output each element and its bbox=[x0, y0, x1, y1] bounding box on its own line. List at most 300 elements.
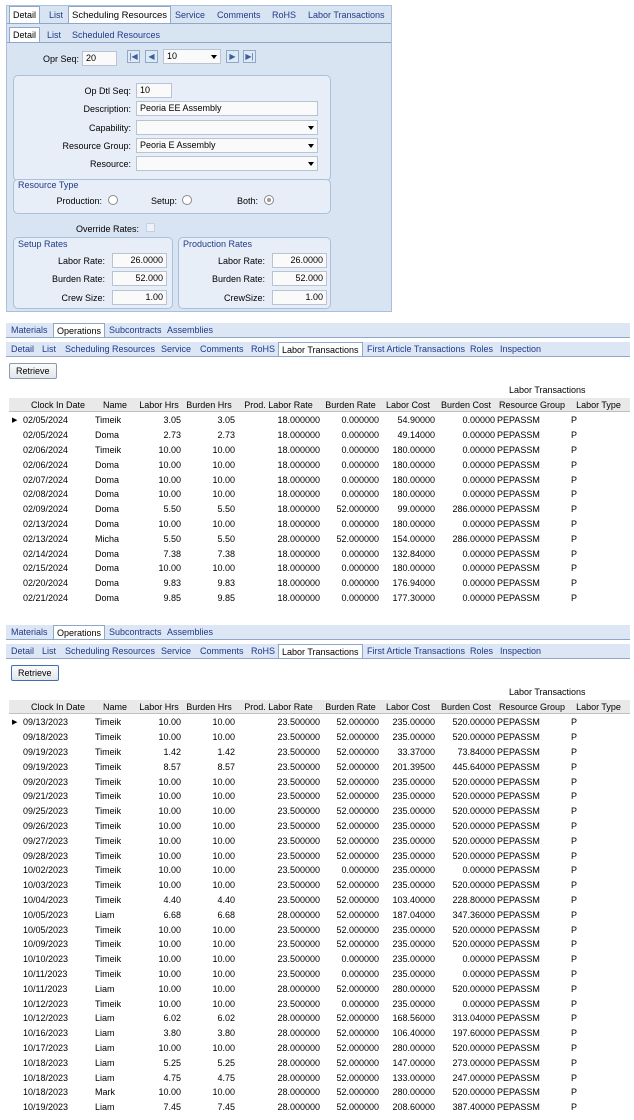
cell-resource-group: PEPASSM bbox=[497, 430, 540, 441]
cell-labor-cost: 54.90000 bbox=[397, 415, 435, 426]
cell-burden-rate: 52.000000 bbox=[336, 894, 379, 905]
table-row[interactable] bbox=[9, 531, 630, 546]
cell-labor-hrs: 10.00 bbox=[158, 732, 181, 743]
table-row[interactable] bbox=[9, 472, 630, 487]
cell-burden-hrs: 10.00 bbox=[212, 732, 235, 743]
column-header-burden-rate[interactable]: Burden Rate bbox=[325, 702, 376, 712]
table-row[interactable] bbox=[9, 774, 630, 789]
record-selector-dropdown[interactable]: 10 bbox=[163, 49, 221, 64]
cell-labor-type: P bbox=[571, 968, 578, 979]
cell-burden-hrs: 10.00 bbox=[212, 998, 235, 1009]
cell-burden-hrs: 10.00 bbox=[212, 983, 235, 994]
cell-burden-rate: 52.000000 bbox=[336, 791, 379, 802]
cell-labor-type: P bbox=[571, 1013, 578, 1024]
cell-name: Liam bbox=[95, 1042, 115, 1053]
cell-labor-type: P bbox=[571, 459, 578, 470]
resource-group-label: Resource Group: bbox=[62, 141, 131, 151]
cell-burden-hrs: 10.00 bbox=[212, 563, 235, 574]
cell-resource-group: PEPASSM bbox=[497, 592, 540, 603]
opr-seq-label: Opr Seq: bbox=[42, 54, 79, 64]
subtab-detail[interactable]: Detail bbox=[9, 27, 40, 42]
cell-labor-cost: 33.37000 bbox=[397, 746, 435, 757]
tab-detail[interactable]: Detail bbox=[11, 344, 35, 354]
table-row[interactable] bbox=[9, 428, 630, 443]
cell-labor-type: P bbox=[571, 880, 578, 891]
opr-seq-input[interactable]: 20 bbox=[82, 51, 117, 66]
cell-labor-type: P bbox=[571, 746, 578, 757]
cell-burden-cost: 313.04000 bbox=[452, 1013, 495, 1024]
cell-clock-in-date: 02/20/2024 bbox=[23, 578, 69, 589]
cell-prod-labor-rate: 23.500000 bbox=[277, 865, 320, 876]
setup-labor-rate-label: Labor Rate: bbox=[57, 256, 105, 266]
cell-burden-cost: 0.00000 bbox=[462, 548, 495, 559]
table-row[interactable] bbox=[9, 789, 630, 804]
cell-labor-cost: 133.00000 bbox=[392, 1072, 435, 1083]
table-row[interactable] bbox=[9, 730, 630, 745]
cell-prod-labor-rate: 23.500000 bbox=[277, 998, 320, 1009]
cell-name: Doma bbox=[95, 518, 120, 529]
resource-type-title: Resource Type bbox=[18, 180, 79, 190]
cell-name: Timeik bbox=[95, 894, 122, 905]
cell-clock-in-date: 10/11/2023 bbox=[23, 983, 68, 994]
table-row[interactable] bbox=[9, 1026, 630, 1041]
next-record-button[interactable]: ▶ bbox=[226, 50, 239, 63]
cell-burden-cost: 520.00000 bbox=[452, 835, 495, 846]
tab-assemblies[interactable]: Assemblies bbox=[167, 627, 214, 637]
table-row[interactable] bbox=[9, 1055, 630, 1070]
retrieve-button[interactable]: Retrieve bbox=[9, 363, 57, 379]
setup-labor-rate-input[interactable]: 26.0000 bbox=[112, 253, 167, 268]
cell-name: Timeik bbox=[95, 746, 122, 757]
cell-name: Mark bbox=[95, 1087, 115, 1098]
tab-detail[interactable]: Detail bbox=[9, 6, 40, 23]
cell-burden-cost: 387.40000 bbox=[452, 1102, 495, 1113]
cell-labor-hrs: 9.85 bbox=[163, 592, 181, 603]
cell-clock-in-date: 10/04/2023 bbox=[23, 894, 69, 905]
cell-name: Timeik bbox=[95, 865, 122, 876]
cell-labor-type: P bbox=[571, 865, 578, 876]
cell-clock-in-date: 10/05/2023 bbox=[23, 909, 69, 920]
cell-labor-cost: 235.00000 bbox=[392, 880, 435, 891]
table-row[interactable] bbox=[9, 502, 630, 517]
cell-prod-labor-rate: 28.000000 bbox=[277, 1057, 320, 1068]
table-row[interactable] bbox=[9, 833, 630, 848]
table-row[interactable] bbox=[9, 893, 630, 908]
cell-burden-cost: 520.00000 bbox=[452, 776, 495, 787]
tab-list[interactable]: List bbox=[42, 344, 57, 354]
row-indicator-icon: ▶ bbox=[12, 719, 18, 727]
cell-clock-in-date: 10/05/2023 bbox=[23, 924, 69, 935]
tab-subcontracts[interactable]: Subcontracts bbox=[109, 627, 162, 637]
column-header-burden-hrs[interactable]: Burden Hrs bbox=[186, 702, 232, 712]
cell-labor-hrs: 10.00 bbox=[158, 924, 181, 935]
table-row[interactable] bbox=[9, 981, 630, 996]
cell-prod-labor-rate: 23.500000 bbox=[277, 820, 320, 831]
last-record-button[interactable]: ▶| bbox=[243, 50, 256, 63]
column-header-burden-hrs[interactable]: Burden Hrs bbox=[186, 400, 232, 410]
table-row[interactable] bbox=[9, 922, 630, 937]
cell-labor-hrs: 10.00 bbox=[158, 459, 181, 470]
cell-resource-group: PEPASSM bbox=[497, 1087, 540, 1098]
cell-labor-cost: 180.00000 bbox=[392, 474, 435, 485]
cell-name: Timeik bbox=[95, 968, 122, 979]
column-header-resource-group[interactable]: Resource Group bbox=[498, 702, 566, 712]
cell-prod-labor-rate: 28.000000 bbox=[277, 1013, 320, 1024]
cell-burden-rate: 0.000000 bbox=[341, 444, 379, 455]
tab-subcontracts[interactable]: Subcontracts bbox=[109, 325, 162, 335]
grid-caption: Labor Transactions bbox=[509, 385, 586, 395]
cell-labor-hrs: 5.50 bbox=[163, 504, 181, 515]
cell-burden-hrs: 5.25 bbox=[217, 1057, 235, 1068]
tab-scheduling-resources[interactable]: Scheduling Resources bbox=[68, 6, 171, 23]
cell-labor-cost: 147.00000 bbox=[392, 1057, 435, 1068]
subtab-list[interactable]: List bbox=[47, 29, 62, 40]
column-header-labor-type[interactable]: Labor Type bbox=[576, 400, 621, 410]
cell-resource-group: PEPASSM bbox=[497, 533, 540, 544]
table-row[interactable] bbox=[9, 937, 630, 952]
column-header-labor-type[interactable]: Labor Type bbox=[576, 702, 621, 712]
cell-clock-in-date: 10/17/2023 bbox=[23, 1042, 69, 1053]
cell-resource-group: PEPASSM bbox=[497, 1028, 540, 1039]
tab-labor-transactions[interactable]: Labor Transactions bbox=[278, 644, 363, 658]
cell-labor-type: P bbox=[571, 1057, 578, 1068]
tab-comments[interactable]: Comments bbox=[217, 9, 261, 20]
table-row[interactable] bbox=[9, 715, 630, 730]
cell-burden-cost: 520.00000 bbox=[452, 939, 495, 950]
tab-list[interactable]: List bbox=[42, 646, 57, 656]
cell-name: Doma bbox=[95, 459, 120, 470]
cell-burden-rate: 52.000000 bbox=[336, 1013, 379, 1024]
cell-burden-rate: 52.000000 bbox=[336, 761, 379, 772]
cell-name: Timeik bbox=[95, 924, 122, 935]
first-record-button[interactable]: |◀ bbox=[127, 50, 140, 63]
table-row[interactable] bbox=[9, 848, 630, 863]
cell-burden-cost: 0.00000 bbox=[462, 459, 495, 470]
setup-crew-size-input[interactable]: 1.00 bbox=[112, 290, 167, 305]
tab-roles[interactable]: Roles bbox=[470, 344, 494, 354]
cell-burden-hrs: 10.00 bbox=[212, 865, 235, 876]
cell-labor-type: P bbox=[571, 835, 578, 846]
column-header-prod-labor-rate[interactable]: Prod. Labor Rate bbox=[244, 702, 313, 712]
cell-prod-labor-rate: 23.500000 bbox=[277, 791, 320, 802]
resource-label: Resource: bbox=[89, 159, 131, 169]
cell-labor-hrs: 4.40 bbox=[163, 894, 181, 905]
table-row[interactable] bbox=[9, 1041, 630, 1056]
cell-clock-in-date: 02/14/2024 bbox=[23, 548, 69, 559]
cell-resource-group: PEPASSM bbox=[497, 563, 540, 574]
tab-comments[interactable]: Comments bbox=[200, 646, 244, 656]
column-header-labor-hrs[interactable]: Labor Hrs bbox=[139, 702, 179, 712]
cell-prod-labor-rate: 18.000000 bbox=[277, 504, 320, 515]
cell-labor-hrs: 10.00 bbox=[158, 835, 181, 846]
table-row[interactable] bbox=[9, 546, 630, 561]
cell-burden-cost: 520.00000 bbox=[452, 1087, 495, 1098]
cell-burden-hrs: 10.00 bbox=[212, 518, 235, 529]
cell-resource-group: PEPASSM bbox=[497, 444, 540, 455]
setup-burden-rate-input[interactable]: 52.000 bbox=[112, 271, 167, 286]
cell-labor-hrs: 10.00 bbox=[158, 489, 181, 500]
cell-burden-rate: 0.000000 bbox=[341, 489, 379, 500]
cell-labor-type: P bbox=[571, 1042, 578, 1053]
tab-assemblies[interactable]: Assemblies bbox=[167, 325, 214, 335]
cell-name: Liam bbox=[95, 1013, 115, 1024]
cell-clock-in-date: 10/19/2023 bbox=[23, 1102, 69, 1113]
table-row[interactable] bbox=[9, 1011, 630, 1026]
cell-resource-group: PEPASSM bbox=[497, 746, 540, 757]
cell-prod-labor-rate: 23.500000 bbox=[277, 968, 320, 979]
subtab-scheduled-resources[interactable]: Scheduled Resources bbox=[72, 29, 161, 40]
cell-name: Liam bbox=[95, 1072, 115, 1083]
cell-burden-cost: 445.64000 bbox=[452, 761, 495, 772]
prod-burden-rate-input[interactable]: 52.000 bbox=[272, 271, 327, 286]
resource-group-dropdown[interactable]: Peoria E Assembly bbox=[136, 138, 318, 153]
column-header-resource-group[interactable]: Resource Group bbox=[498, 400, 566, 410]
tab-first-article-transactions[interactable]: First Article Transactions bbox=[367, 344, 466, 354]
cell-resource-group: PEPASSM bbox=[497, 894, 540, 905]
capability-label: Capability: bbox=[88, 123, 131, 133]
cell-labor-hrs: 10.00 bbox=[158, 880, 181, 891]
cell-name: Timeik bbox=[95, 939, 122, 950]
column-header-name[interactable]: Name bbox=[102, 400, 127, 410]
cell-burden-rate: 52.000000 bbox=[336, 732, 379, 743]
cell-prod-labor-rate: 23.500000 bbox=[277, 717, 320, 728]
cell-resource-group: PEPASSM bbox=[497, 791, 540, 802]
cell-burden-hrs: 10.00 bbox=[212, 924, 235, 935]
cell-burden-hrs: 10.00 bbox=[212, 850, 235, 861]
cell-burden-rate: 52.000000 bbox=[336, 746, 379, 757]
capability-dropdown[interactable] bbox=[136, 120, 318, 135]
cell-clock-in-date: 09/25/2023 bbox=[23, 806, 69, 817]
table-row[interactable] bbox=[9, 591, 630, 606]
cell-name: Timeik bbox=[95, 415, 122, 426]
cell-labor-type: P bbox=[571, 761, 578, 772]
column-header-burden-cost[interactable]: Burden Cost bbox=[440, 702, 492, 712]
table-row[interactable] bbox=[9, 745, 630, 760]
cell-labor-cost: 280.00000 bbox=[392, 983, 435, 994]
cell-burden-rate: 0.000000 bbox=[341, 578, 379, 589]
override-rates-checkbox[interactable] bbox=[146, 223, 155, 232]
cell-burden-cost: 0.00000 bbox=[462, 865, 495, 876]
table-row[interactable] bbox=[9, 413, 630, 428]
cell-labor-cost: 180.00000 bbox=[392, 459, 435, 470]
column-header-clock-in-date[interactable]: Clock In Date bbox=[30, 702, 86, 712]
tab-roles[interactable]: Roles bbox=[470, 646, 494, 656]
cell-labor-hrs: 10.00 bbox=[158, 820, 181, 831]
tab-rohs[interactable]: RoHS bbox=[251, 646, 276, 656]
cell-labor-cost: 103.40000 bbox=[392, 894, 435, 905]
tab-scheduling-resources[interactable]: Scheduling Resources bbox=[65, 646, 156, 656]
tab-rohs[interactable]: RoHS bbox=[272, 9, 297, 20]
cell-burden-cost: 0.00000 bbox=[462, 444, 495, 455]
cell-labor-type: P bbox=[571, 850, 578, 861]
cell-burden-rate: 0.000000 bbox=[341, 563, 379, 574]
cell-prod-labor-rate: 18.000000 bbox=[277, 578, 320, 589]
tab-service[interactable]: Service bbox=[175, 9, 206, 20]
cell-labor-hrs: 10.00 bbox=[158, 563, 181, 574]
prod-labor-rate-label: Labor Rate: bbox=[217, 256, 265, 266]
table-row[interactable] bbox=[9, 1085, 630, 1100]
cell-clock-in-date: 10/10/2023 bbox=[23, 954, 69, 965]
cell-burden-hrs: 6.68 bbox=[217, 909, 235, 920]
cell-burden-rate: 0.000000 bbox=[341, 968, 379, 979]
cell-burden-cost: 520.00000 bbox=[452, 717, 495, 728]
table-row[interactable] bbox=[9, 1100, 630, 1115]
both-radio[interactable] bbox=[264, 195, 274, 205]
prev-record-button[interactable]: ◀ bbox=[145, 50, 158, 63]
resource-dropdown[interactable] bbox=[136, 156, 318, 171]
cell-labor-type: P bbox=[571, 563, 578, 574]
cell-labor-type: P bbox=[571, 894, 578, 905]
cell-clock-in-date: 02/21/2024 bbox=[23, 592, 69, 603]
table-row[interactable] bbox=[9, 952, 630, 967]
table-row[interactable] bbox=[9, 487, 630, 502]
cell-burden-cost: 0.00000 bbox=[462, 954, 495, 965]
tab-materials[interactable]: Materials bbox=[11, 325, 48, 335]
cell-prod-labor-rate: 23.500000 bbox=[277, 776, 320, 787]
cell-prod-labor-rate: 28.000000 bbox=[277, 983, 320, 994]
table-row[interactable] bbox=[9, 996, 630, 1011]
cell-labor-cost: 235.00000 bbox=[392, 865, 435, 876]
table-row[interactable] bbox=[9, 517, 630, 532]
column-header-clock-in-date[interactable]: Clock In Date bbox=[30, 400, 86, 410]
cell-burden-rate: 0.000000 bbox=[341, 998, 379, 1009]
table-row[interactable] bbox=[9, 863, 630, 878]
tab-rohs[interactable]: RoHS bbox=[251, 344, 276, 354]
cell-clock-in-date: 10/12/2023 bbox=[23, 1013, 69, 1024]
cell-burden-rate: 52.000000 bbox=[336, 1087, 379, 1098]
production-radio[interactable] bbox=[108, 195, 118, 205]
cell-burden-cost: 273.00000 bbox=[452, 1057, 495, 1068]
top-tabstrip-1 bbox=[6, 323, 630, 338]
table-row[interactable] bbox=[9, 561, 630, 576]
column-header-burden-cost[interactable]: Burden Cost bbox=[440, 400, 492, 410]
column-header-labor-hrs[interactable]: Labor Hrs bbox=[139, 400, 179, 410]
cell-resource-group: PEPASSM bbox=[497, 850, 540, 861]
tab-comments[interactable]: Comments bbox=[200, 344, 244, 354]
table-row[interactable] bbox=[9, 1070, 630, 1085]
tab-labor-transactions[interactable]: Labor Transactions bbox=[278, 342, 363, 356]
cell-burden-rate: 52.000000 bbox=[336, 806, 379, 817]
cell-resource-group: PEPASSM bbox=[497, 474, 540, 485]
tab-operations[interactable]: Operations bbox=[53, 625, 105, 639]
cell-labor-type: P bbox=[571, 1102, 578, 1113]
column-header-prod-labor-rate[interactable]: Prod. Labor Rate bbox=[244, 400, 313, 410]
cell-labor-cost: 235.00000 bbox=[392, 939, 435, 950]
cell-burden-hrs: 5.50 bbox=[217, 504, 235, 515]
cell-burden-hrs: 10.00 bbox=[212, 474, 235, 485]
tab-materials[interactable]: Materials bbox=[11, 627, 48, 637]
cell-burden-hrs: 10.00 bbox=[212, 806, 235, 817]
cell-labor-hrs: 10.00 bbox=[158, 983, 181, 994]
op-dtl-seq-input[interactable]: 10 bbox=[136, 83, 172, 98]
setup-radio[interactable] bbox=[182, 195, 192, 205]
cell-resource-group: PEPASSM bbox=[497, 548, 540, 559]
tab-inspection[interactable]: Inspection bbox=[500, 344, 542, 354]
cell-clock-in-date: 02/09/2024 bbox=[23, 504, 69, 515]
tab-service[interactable]: Service bbox=[161, 344, 192, 354]
cell-name: Timeik bbox=[95, 880, 122, 891]
cell-burden-rate: 0.000000 bbox=[341, 865, 379, 876]
cell-labor-type: P bbox=[571, 806, 578, 817]
prod-labor-rate-input[interactable]: 26.0000 bbox=[272, 253, 327, 268]
table-row[interactable] bbox=[9, 759, 630, 774]
cell-burden-cost: 520.00000 bbox=[452, 1042, 495, 1053]
column-header-name[interactable]: Name bbox=[102, 702, 127, 712]
tab-labor-transactions[interactable]: Labor Transactions bbox=[308, 9, 385, 20]
cell-clock-in-date: 09/27/2023 bbox=[23, 835, 69, 846]
table-row[interactable] bbox=[9, 967, 630, 982]
table-row[interactable] bbox=[9, 878, 630, 893]
cell-clock-in-date: 09/13/2023 bbox=[23, 717, 69, 728]
table-row[interactable] bbox=[9, 576, 630, 591]
column-header-labor-cost[interactable]: Labor Cost bbox=[385, 702, 431, 712]
cell-labor-cost: 187.04000 bbox=[392, 909, 435, 920]
cell-prod-labor-rate: 23.500000 bbox=[277, 806, 320, 817]
cell-name: Timeik bbox=[95, 776, 122, 787]
retrieve-button[interactable]: Retrieve bbox=[11, 665, 59, 681]
cell-burden-rate: 52.000000 bbox=[336, 850, 379, 861]
cell-burden-cost: 286.00000 bbox=[452, 533, 495, 544]
table-row[interactable] bbox=[9, 804, 630, 819]
tab-first-article-transactions[interactable]: First Article Transactions bbox=[367, 646, 466, 656]
cell-prod-labor-rate: 18.000000 bbox=[277, 518, 320, 529]
cell-labor-hrs: 3.80 bbox=[163, 1028, 181, 1039]
cell-burden-cost: 0.00000 bbox=[462, 998, 495, 1009]
prod-crew-size-input[interactable]: 1.00 bbox=[272, 290, 327, 305]
cell-clock-in-date: 02/08/2024 bbox=[23, 489, 69, 500]
tab-detail[interactable]: Detail bbox=[11, 646, 35, 656]
cell-clock-in-date: 09/19/2023 bbox=[23, 761, 69, 772]
cell-prod-labor-rate: 18.000000 bbox=[277, 459, 320, 470]
tab-operations[interactable]: Operations bbox=[53, 323, 105, 337]
setup-label: Setup: bbox=[150, 196, 177, 206]
table-row[interactable] bbox=[9, 443, 630, 458]
cell-labor-cost: 208.60000 bbox=[392, 1102, 435, 1113]
description-input[interactable]: Peoria EE Assembly bbox=[136, 101, 318, 116]
cell-labor-cost: 235.00000 bbox=[392, 776, 435, 787]
cell-name: Liam bbox=[95, 1102, 115, 1113]
cell-labor-hrs: 10.00 bbox=[158, 865, 181, 876]
cell-resource-group: PEPASSM bbox=[497, 717, 540, 728]
column-header-burden-rate[interactable]: Burden Rate bbox=[325, 400, 376, 410]
table-row[interactable] bbox=[9, 457, 630, 472]
cell-clock-in-date: 02/06/2024 bbox=[23, 444, 69, 455]
cell-labor-hrs: 9.83 bbox=[163, 578, 181, 589]
tab-scheduling-resources[interactable]: Scheduling Resources bbox=[65, 344, 156, 354]
column-header-labor-cost[interactable]: Labor Cost bbox=[385, 400, 431, 410]
cell-burden-rate: 52.000000 bbox=[336, 1042, 379, 1053]
cell-burden-hrs: 3.05 bbox=[217, 415, 235, 426]
cell-burden-hrs: 1.42 bbox=[217, 746, 235, 757]
operation-detail-panel bbox=[6, 5, 392, 312]
cell-clock-in-date: 10/18/2023 bbox=[23, 1087, 69, 1098]
table-row[interactable] bbox=[9, 819, 630, 834]
cell-labor-hrs: 10.00 bbox=[158, 954, 181, 965]
cell-labor-hrs: 10.00 bbox=[158, 717, 181, 728]
tab-list[interactable]: List bbox=[49, 9, 64, 20]
cell-name: Doma bbox=[95, 548, 120, 559]
grid-header-1 bbox=[9, 398, 630, 412]
cell-labor-type: P bbox=[571, 909, 578, 920]
cell-prod-labor-rate: 23.500000 bbox=[277, 746, 320, 757]
table-row[interactable] bbox=[9, 907, 630, 922]
tab-service[interactable]: Service bbox=[161, 646, 192, 656]
cell-prod-labor-rate: 23.500000 bbox=[277, 761, 320, 772]
cell-resource-group: PEPASSM bbox=[497, 939, 540, 950]
tab-inspection[interactable]: Inspection bbox=[500, 646, 542, 656]
labor-grid-2 bbox=[9, 700, 630, 1120]
cell-burden-cost: 228.80000 bbox=[452, 894, 495, 905]
